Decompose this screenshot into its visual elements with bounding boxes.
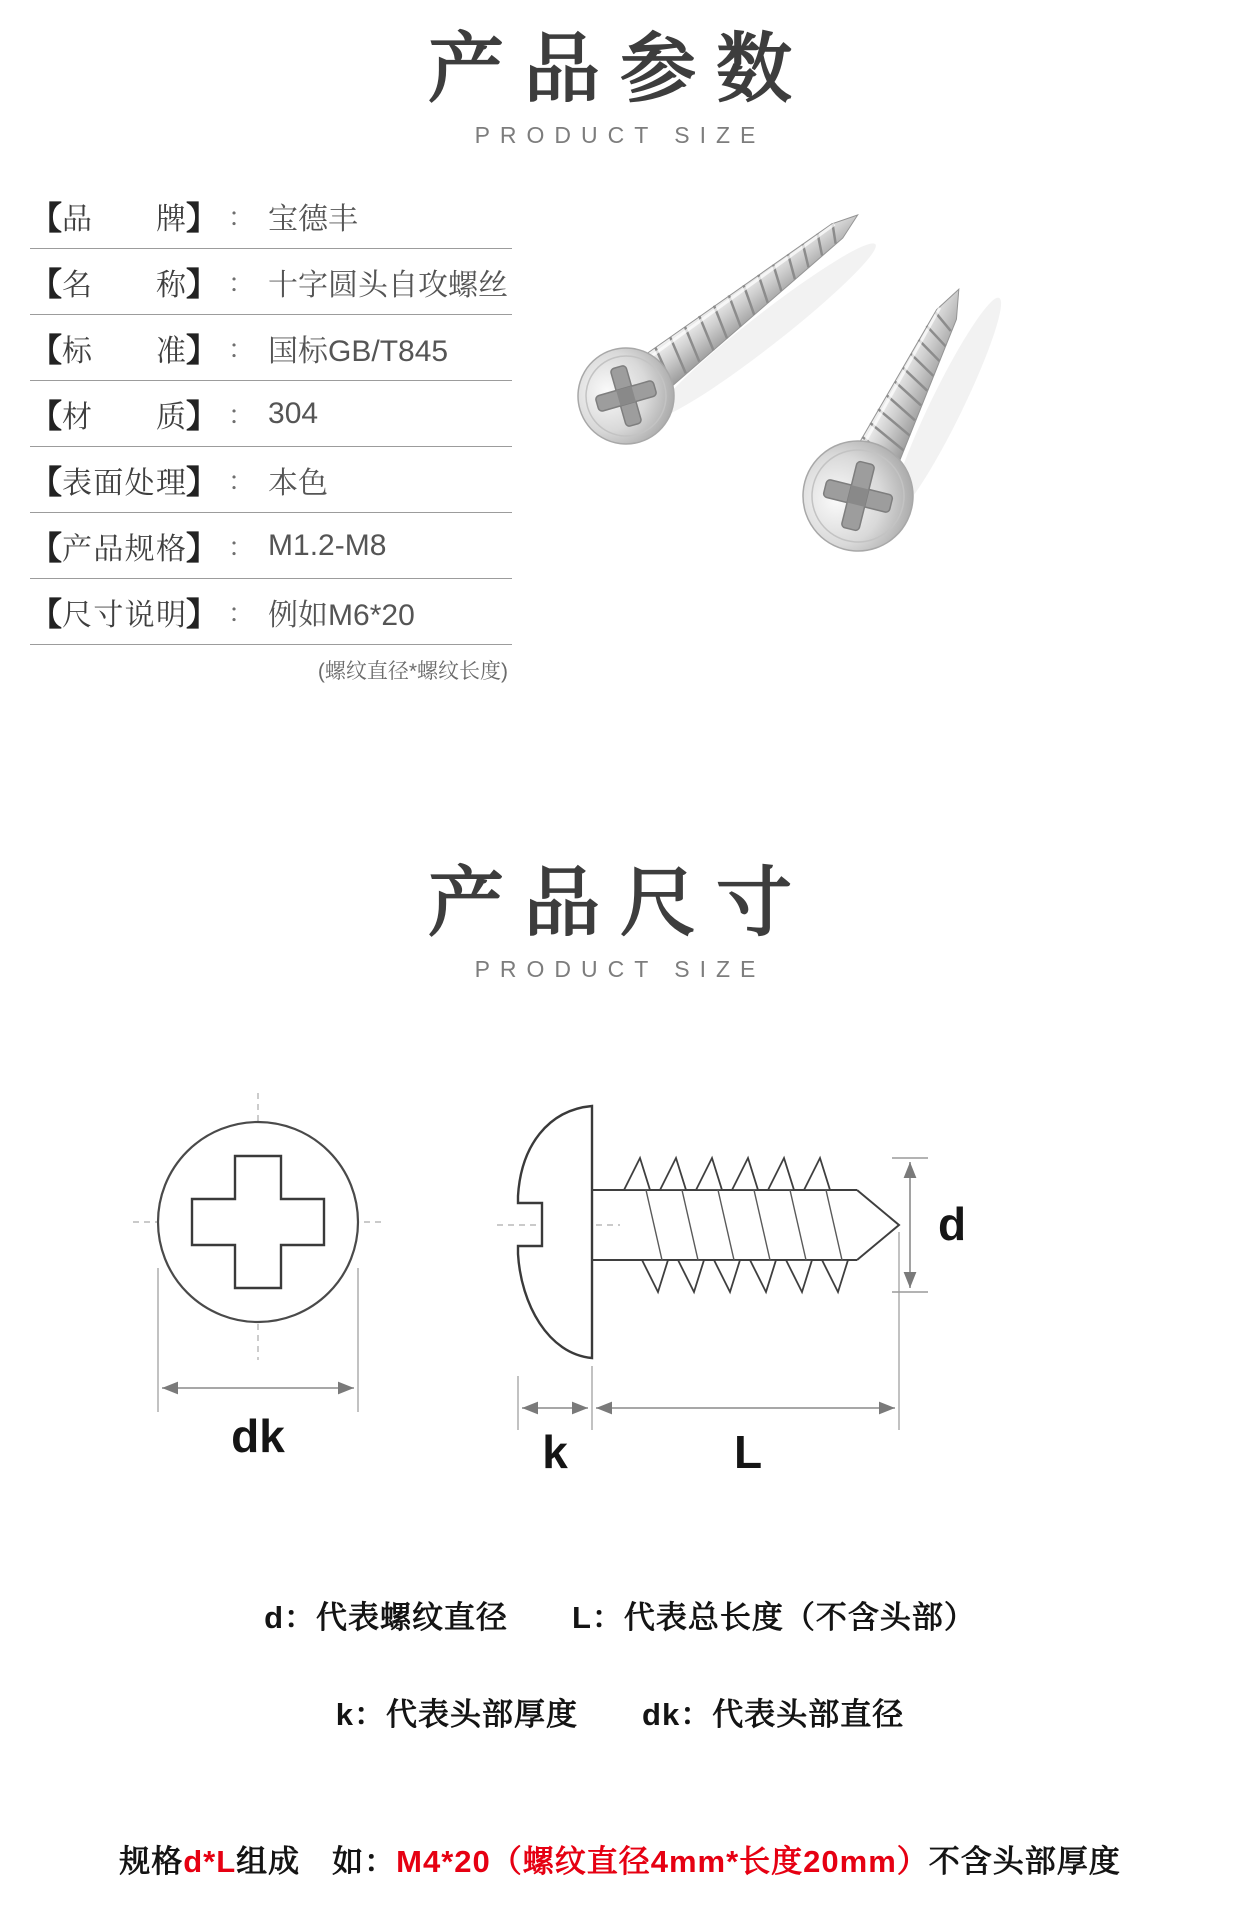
- spec-label: 材质: [62, 400, 187, 434]
- spec-row-material: [30, 381, 512, 447]
- legend-item-d: d：代表螺纹直径: [264, 1600, 508, 1635]
- formula-part: 不含头部厚度: [928, 1844, 1121, 1879]
- screw-side-view: [497, 1106, 966, 1478]
- section2-header: [0, 862, 1240, 983]
- spec-colon: ：: [228, 268, 255, 298]
- bracket-open: 【: [30, 199, 63, 236]
- bracket-open: 【: [30, 595, 63, 632]
- bracket-open: 【: [30, 463, 63, 500]
- legend-item-L: L：代表总长度（不含头部）: [572, 1600, 976, 1635]
- screw-left: [559, 177, 889, 465]
- spec-row-name: [30, 249, 512, 315]
- dimension-diagram: [0, 1050, 1240, 1520]
- spec-value: 十字圆头自攻螺丝: [268, 268, 509, 302]
- legend-row-2: [0, 1689, 1240, 1734]
- spec-formula: [0, 1836, 1240, 1881]
- formula-part: 组成 如：: [236, 1844, 397, 1879]
- bracket-close: 】: [186, 529, 219, 566]
- legend-row-1: [0, 1592, 1240, 1637]
- spec-value: 本色: [268, 466, 329, 500]
- bracket-open: 【: [30, 397, 63, 434]
- formula-part-red: M4*20（螺纹直径4mm*长度20mm）: [396, 1844, 929, 1879]
- formula-part-red: d*L: [183, 1844, 237, 1879]
- head-top-view: [133, 1093, 385, 1462]
- bracket-open: 【: [30, 529, 63, 566]
- spec-row-brand: [30, 183, 512, 249]
- spec-row-finish: [30, 447, 512, 513]
- formula-part: 规格: [119, 1844, 184, 1879]
- spec-colon: ：: [228, 466, 255, 496]
- bracket-open: 【: [30, 265, 63, 302]
- spec-label: 品牌: [62, 202, 187, 236]
- spec-colon: ：: [228, 598, 255, 628]
- dimension-legend: [0, 1592, 1240, 1786]
- dim-label-k: k: [542, 1426, 568, 1478]
- spec-label: 产品规格: [62, 532, 187, 566]
- spec-row-size-range: [30, 513, 512, 579]
- legend-item-k: k：代表头部厚度: [335, 1697, 579, 1732]
- dim-label-L: L: [733, 1426, 763, 1478]
- dim-label-dk: dk: [231, 1410, 285, 1462]
- section2-subtitle: PRODUCT SIZE: [474, 955, 766, 982]
- page-title: 产品参数: [428, 27, 812, 112]
- spec-footnote: (螺纹直径*螺纹长度): [317, 660, 508, 683]
- bracket-close: 】: [186, 331, 219, 368]
- bracket-close: 】: [186, 265, 219, 302]
- section1-header: [0, 28, 1240, 149]
- spec-label: 标准: [62, 334, 187, 368]
- spec-value: 国标GB/T845: [268, 334, 449, 368]
- bracket-close: 】: [186, 397, 219, 434]
- spec-value: M1.2-M8: [268, 528, 387, 562]
- spec-value: 例如M6*20: [268, 598, 415, 632]
- bracket-open: 【: [30, 331, 63, 368]
- spec-row-size-note: [30, 579, 512, 645]
- bracket-close: 】: [186, 199, 219, 236]
- spec-label: 表面处理: [62, 466, 187, 500]
- spec-colon: ：: [228, 334, 255, 364]
- spec-label: 名称: [62, 268, 187, 302]
- spec-label: 尺寸说明: [62, 598, 187, 632]
- spec-value: 304: [268, 396, 319, 430]
- spec-row-standard: [30, 315, 512, 381]
- dim-label-d: d: [938, 1198, 967, 1250]
- section2-title: 产品尺寸: [428, 861, 812, 946]
- spec-colon: ：: [228, 202, 255, 232]
- spec-colon: ：: [228, 532, 255, 562]
- spec-colon: ：: [228, 400, 255, 430]
- bracket-close: 】: [186, 463, 219, 500]
- product-photo-screws: [528, 158, 1068, 608]
- legend-item-dk: dk：代表头部直径: [642, 1697, 905, 1732]
- spec-table: [30, 183, 512, 685]
- head-side-profile: [518, 1106, 592, 1358]
- page-subtitle: PRODUCT SIZE: [474, 121, 766, 148]
- bracket-close: 】: [186, 595, 219, 632]
- spec-value: 宝德丰: [268, 202, 359, 236]
